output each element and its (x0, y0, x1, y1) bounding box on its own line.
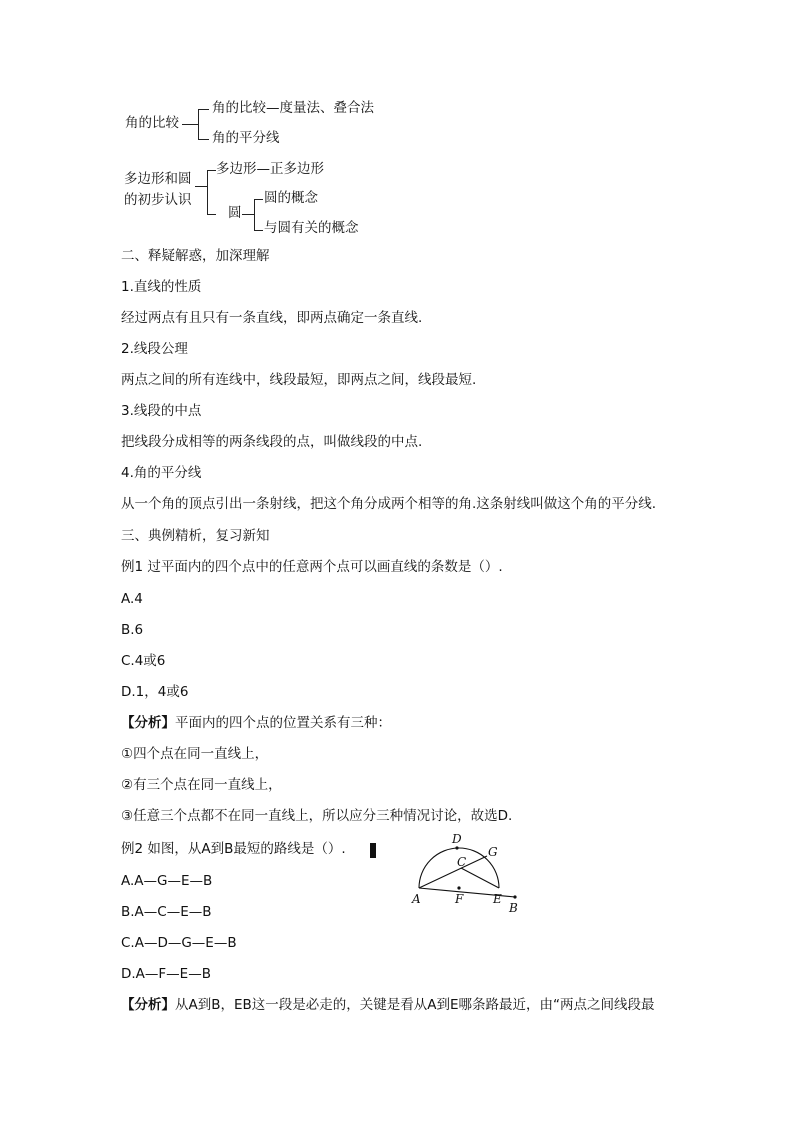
point1-title: 1.直线的性质 (121, 279, 202, 295)
label-d: D (452, 832, 462, 846)
tree2-root-line1: 多边形和圆 (124, 171, 192, 187)
label-a: A (412, 892, 421, 906)
example2-analysis (121, 999, 655, 1013)
point1-body: 经过两点有且只有一条直线，即两点确定一条直线. (121, 310, 423, 326)
example2-analysis-label: 【分析】 (121, 997, 175, 1013)
point-f (457, 886, 460, 889)
label-e: E (493, 892, 502, 906)
tree2-item-polygon: 多边形—正多边形 (216, 161, 324, 177)
tree2-sub-stem (242, 214, 254, 215)
section3-heading: 三、典例精析，复习新知 (121, 528, 270, 544)
tree1-root: 角的比较 (125, 115, 179, 131)
point2-title: 2.线段公理 (121, 341, 188, 357)
example2-option-a: A.A—G—E—B (121, 873, 213, 889)
example2-option-d: D.A—F—E—B (121, 966, 211, 982)
example1-option-a: A.4 (121, 591, 143, 607)
example1-question: 例1 过平面内的四个点中的任意两个点可以画直线的条数是（）. (121, 559, 503, 575)
tree1-item-1: 角的比较—度量法、叠合法 (212, 100, 374, 116)
point4-title: 4.角的平分线 (121, 465, 202, 481)
example1-option-d: D.1，4或6 (121, 684, 189, 700)
example2-question: 例2 如图，从A到B最短的路线是（）. (121, 841, 346, 857)
example1-case-3: ③任意三个点都不在同一直线上，所以应分三种情况讨论，故选D. (121, 808, 513, 824)
segment-ce (461, 868, 499, 888)
example1-option-b: B.6 (121, 622, 144, 638)
section2-heading: 二、释疑解惑，加深理解 (121, 248, 270, 264)
label-c: C (457, 855, 467, 869)
tree1-bracket (198, 109, 209, 140)
example1-analysis-text: 平面内的四个点的位置关系有三种： (175, 715, 391, 731)
text-cursor (370, 843, 376, 858)
example1-analysis (121, 717, 391, 731)
point3-title: 3.线段的中点 (121, 403, 202, 419)
point4-body: 从一个角的顶点引出一条射线，把这个角分成两个相等的角.这条射线叫做这个角的平分线. (121, 496, 657, 512)
example2-option-c: C.A—D—G—E—B (121, 935, 237, 951)
tree2-sub-item-1: 圆的概念 (264, 190, 318, 206)
label-f: F (455, 892, 464, 906)
example1-analysis-label: 【分析】 (121, 715, 175, 731)
tree2-item-circle: 圆 (228, 205, 242, 221)
example2-analysis-text: 从A到B，EB这一段是必走的，关键是看从A到E哪条路最近，由“两点之间线段最 (175, 997, 655, 1013)
example1-case-2: ②有三个点在同一直线上， (121, 777, 282, 793)
example1-case-1: ①四个点在同一直线上， (121, 746, 269, 762)
point2-body: 两点之间的所有连线中，线段最短，即两点之间，线段最短. (121, 372, 477, 388)
point-b (513, 895, 516, 898)
example1-option-c: C.4或6 (121, 653, 166, 669)
point-d (455, 846, 458, 849)
tree1-stem (182, 124, 198, 125)
example2-figure (405, 828, 535, 918)
tree2-sub-item-2: 与圆有关的概念 (264, 220, 359, 236)
tree2-sub-bracket (254, 199, 263, 231)
tree1-item-2: 角的平分线 (212, 130, 280, 146)
point3-body: 把线段分成相等的两条线段的点，叫做线段的中点. (121, 434, 423, 450)
tree2-root-line2: 的初步认识 (124, 192, 192, 208)
example2-option-b: B.A—C—E—B (121, 904, 212, 920)
tree2-bracket (207, 170, 216, 215)
label-b: B (509, 901, 518, 915)
tree2-stem (195, 186, 207, 187)
label-g: G (488, 845, 498, 859)
